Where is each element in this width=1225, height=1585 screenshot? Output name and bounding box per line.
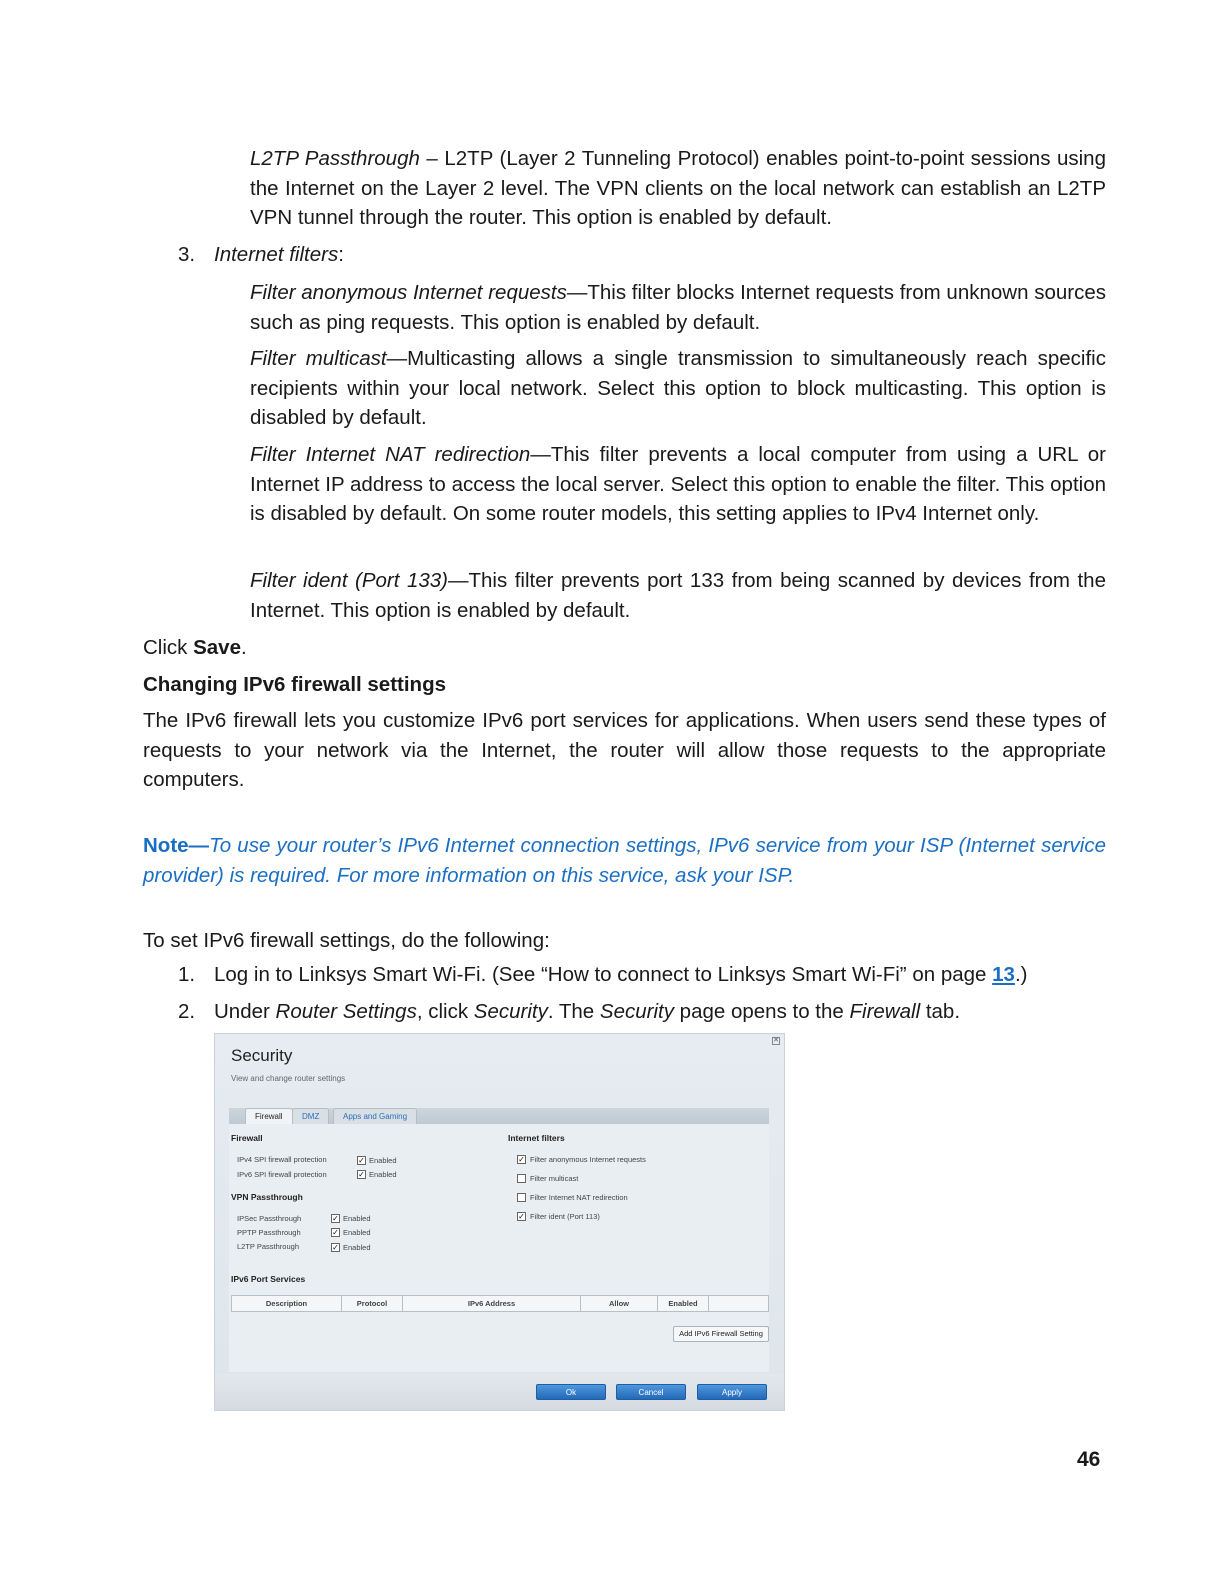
ok-button[interactable]: Ok [536,1384,606,1400]
item3-number: 3. [178,243,196,266]
steps-intro: To set IPv6 firewall settings, do the following: [143,929,550,952]
ipv6-spi-label: IPv6 SPI firewall protection [237,1170,327,1179]
filter-anonymous-text: —This filter blocks Internet requests from unknown sources such as ping requests. This option is enabled by default. [250,281,1106,334]
security-page-screenshot [214,1033,785,1411]
step2-b: Router Settings [275,1000,417,1023]
page-13-link[interactable]: 13 [992,963,1015,986]
filter-nat-paragraph [250,440,1106,529]
step1-pre: Log in to Linksys Smart Wi-Fi. (See “How to connect to Linksys Smart Wi-Fi” on page [214,963,993,986]
click-save-post: . [241,636,247,659]
item3-label-text: Internet filters [214,243,339,266]
filter-nat-label: Filter Internet NAT redirection [530,1193,628,1202]
page-number: 46 [1077,1448,1101,1471]
step2-a: Under [214,1000,276,1023]
tab-apps-and-gaming[interactable]: Apps and Gaming [333,1108,417,1124]
filter-ident-paragraph [250,566,1106,625]
l2tp-term: L2TP Passthrough [250,147,420,170]
tab-bar [229,1108,769,1124]
l2tp-paragraph [250,144,1106,233]
step1-number: 1. [178,963,196,986]
column-description: Description [232,1296,342,1311]
filter-multicast-checkbox[interactable] [517,1174,526,1183]
step2-d: Security [473,1000,548,1023]
step2-i: tab. [920,1000,961,1023]
ipv4-spi-label: IPv4 SPI firewall protection [237,1155,327,1164]
filter-ident-term: Filter ident (Port 133) [250,569,448,592]
column-ipv6-address: IPv6 Address [403,1296,581,1311]
filter-nat-term: Filter Internet NAT redirection [250,443,531,466]
tab-firewall[interactable]: Firewall [245,1108,293,1124]
l2tp-checkbox[interactable]: ✓ [332,1243,339,1252]
note-paragraph [143,831,1106,890]
filter-ident-label: Filter ident (Port 113) [530,1212,600,1221]
click-save-line [143,633,1106,663]
pptp-checkbox[interactable]: ✓ [332,1228,339,1237]
column-protocol: Protocol [342,1296,403,1311]
filter-multicast-text: —Multicasting allows a single transmission to simultaneously reach specific recipients within your local network. Select this option to block multicasting. This option is disabled by default. [250,347,1106,429]
l2tp-text: – L2TP (Layer 2 Tunneling Protocol) enables point-to-point sessions using the Internet on the Layer 2 level. The VPN clients on the local network can establish an L2TP VPN tunnel through the router. This option is enabled by default. [250,147,1106,229]
pptp-label: PPTP Passthrough [237,1228,301,1237]
click-save-term: Save [193,636,241,659]
column-allow: Allow [581,1296,658,1311]
pptp-enabled-label: Enabled [343,1228,371,1237]
add-ipv6-firewall-setting-button[interactable]: Add IPv6 Firewall Setting [673,1326,769,1342]
item3-colon: : [338,243,344,266]
ipv4-spi-checkbox[interactable]: ✓ [358,1156,365,1165]
filter-multicast-label: Filter multicast [530,1174,579,1183]
step2-text [214,1000,960,1024]
step2-e: . The [547,1000,600,1023]
section-heading: Changing IPv6 firewall settings [143,673,447,696]
ipv6-port-services-table [231,1295,769,1312]
ipsec-checkbox[interactable]: ✓ [332,1214,339,1223]
tab-dmz[interactable]: DMZ [292,1108,329,1124]
ipv4-spi-enabled-label: Enabled [369,1156,397,1165]
step2-c: , click [416,1000,474,1023]
step2-g: page opens to the [673,1000,850,1023]
screenshot-subtitle: View and change router settings [231,1074,346,1083]
step2-number: 2. [178,1000,196,1023]
filter-ident-checkbox[interactable]: ✓ [518,1212,525,1221]
step2-h: Firewall [849,1000,921,1023]
column-enabled: Enabled [658,1296,709,1311]
step1-text [214,963,1027,987]
filter-anonymous-label: Filter anonymous Internet requests [530,1155,646,1164]
filter-multicast-term: Filter multicast [250,347,387,370]
step1-post: .) [1014,963,1028,986]
filter-multicast-paragraph [250,344,1106,433]
close-icon[interactable]: ✕ [773,1037,779,1044]
internet-filters-heading: Internet filters [508,1133,565,1143]
screenshot-title: Security [231,1046,293,1065]
l2tp-enabled-label: Enabled [343,1243,371,1252]
cancel-button[interactable]: Cancel [616,1384,686,1400]
filter-nat-checkbox[interactable] [517,1193,526,1202]
ipv6-spi-checkbox[interactable]: ✓ [358,1170,365,1179]
ipsec-label: IPSec Passthrough [237,1214,302,1223]
filter-anonymous-checkbox[interactable]: ✓ [518,1155,525,1164]
l2tp-label: L2TP Passthrough [237,1242,299,1251]
note-label: Note— [143,834,210,857]
note-text: To use your router’s IPv6 Internet connection settings, IPv6 service from your ISP (Internet service provider) is required. For more information on this service, ask your ISP. [143,834,1106,887]
intro-paragraph: The IPv6 firewall lets you customize IPv6 port services for applications. When users send these types of requests to your network via the Internet, the router will allow those requests to the appropriate computers. [143,709,1106,791]
filter-anonymous-term: Filter anonymous Internet requests [250,281,567,304]
ipv6-port-services-heading: IPv6 Port Services [231,1274,306,1284]
filter-anonymous-paragraph [250,278,1106,337]
filter-ident-text: —This filter prevents port 133 from being scanned by devices from the Internet. This option is enabled by default. [250,569,1106,622]
filter-nat-text: —This filter prevents a local computer from using a URL or Internet IP address to access the local server. Select this option to enable the filter. This option is disabled by default. On some router models, this setting applies to IPv4 Internet only. [250,443,1106,525]
firewall-heading: Firewall [231,1133,263,1143]
item3-label [214,243,344,267]
step2-f: Security [599,1000,674,1023]
vpn-heading: VPN Passthrough [231,1192,303,1202]
apply-button[interactable]: Apply [697,1384,767,1400]
ipsec-enabled-label: Enabled [343,1214,371,1223]
click-save-pre: Click [143,636,194,659]
ipv6-spi-enabled-label: Enabled [369,1170,397,1179]
